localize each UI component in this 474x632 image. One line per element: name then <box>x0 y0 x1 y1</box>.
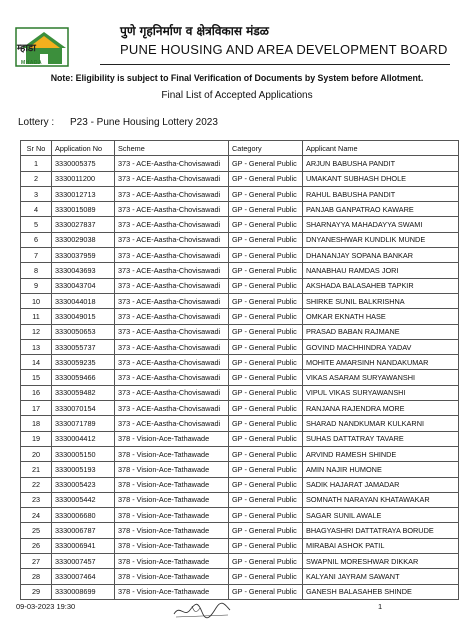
cell-applicant-name: PRASAD BABAN RAJMANE <box>303 324 459 339</box>
cell-application-no: 3330055737 <box>52 339 115 354</box>
table-row <box>21 462 459 477</box>
cell-category: GP - General Public <box>229 446 303 461</box>
footer-datetime: 09-03-2023 19:30 <box>16 602 76 611</box>
cell-applicant-name: SUHAS DATTATRAY TAVARE <box>303 431 459 446</box>
cell-category: GP - General Public <box>229 339 303 354</box>
table-row <box>21 248 459 263</box>
page-number: 1 <box>378 602 383 611</box>
cell-applicant-name: SADIK HAJARAT JAMADAR <box>303 477 459 492</box>
cell-category: GP - General Public <box>229 492 303 507</box>
cell-applicant-name: SAGAR SUNIL AWALE <box>303 508 459 523</box>
cell-scheme: 373 - ACE-Aastha-Chovisawadi <box>115 217 229 232</box>
cell-sr-no: 7 <box>21 248 52 263</box>
table-row <box>21 431 459 446</box>
cell-applicant-name: SWAPNIL MORESHWAR DIKKAR <box>303 554 459 569</box>
cell-category: GP - General Public <box>229 584 303 599</box>
cell-application-no: 3330005375 <box>52 156 115 171</box>
table-row <box>21 324 459 339</box>
cell-application-no: 3330059466 <box>52 370 115 385</box>
cell-sr-no: 15 <box>21 370 52 385</box>
cell-application-no: 3330006787 <box>52 523 115 538</box>
cell-scheme: 378 - Vision-Ace-Tathawade <box>115 508 229 523</box>
cell-applicant-name: UMAKANT SUBHASH DHOLE <box>303 171 459 186</box>
applications-table <box>20 140 459 600</box>
cell-category: GP - General Public <box>229 202 303 217</box>
table-row <box>21 538 459 553</box>
table-row <box>21 554 459 569</box>
cell-application-no: 3330005150 <box>52 446 115 461</box>
cell-applicant-name: GOVIND MACHHINDRA YADAV <box>303 339 459 354</box>
cell-sr-no: 13 <box>21 339 52 354</box>
table-row <box>21 202 459 217</box>
table-row <box>21 492 459 507</box>
cell-scheme: 378 - Vision-Ace-Tathawade <box>115 431 229 446</box>
cell-application-no: 3330043693 <box>52 263 115 278</box>
table-row <box>21 508 459 523</box>
cell-applicant-name: OMKAR EKNATH HASE <box>303 309 459 324</box>
page-subtitle: Final List of Accepted Applications <box>161 90 313 101</box>
table-row <box>21 584 459 599</box>
cell-applicant-name: KALYANI JAYRAM SAWANT <box>303 569 459 584</box>
cell-application-no: 3330005442 <box>52 492 115 507</box>
table-row <box>21 309 459 324</box>
table-row <box>21 401 459 416</box>
cell-sr-no: 20 <box>21 446 52 461</box>
cell-applicant-name: ARVIND RAMESH SHINDE <box>303 446 459 461</box>
cell-scheme: 378 - Vision-Ace-Tathawade <box>115 569 229 584</box>
cell-category: GP - General Public <box>229 508 303 523</box>
cell-scheme: 373 - ACE-Aastha-Chovisawadi <box>115 416 229 431</box>
cell-sr-no: 5 <box>21 217 52 232</box>
cell-scheme: 378 - Vision-Ace-Tathawade <box>115 477 229 492</box>
table-row <box>21 263 459 278</box>
cell-category: GP - General Public <box>229 401 303 416</box>
cell-applicant-name: BHAGYASHRI DATTATRAYA BORUDE <box>303 523 459 538</box>
table-row <box>21 523 459 538</box>
cell-category: GP - General Public <box>229 385 303 400</box>
cell-application-no: 3330049015 <box>52 309 115 324</box>
cell-applicant-name: MIRABAI ASHOK PATIL <box>303 538 459 553</box>
cell-scheme: 378 - Vision-Ace-Tathawade <box>115 492 229 507</box>
cell-applicant-name: PANJAB GANPATRAO KAWARE <box>303 202 459 217</box>
cell-applicant-name: SHARAD NANDKUMAR KULKARNI <box>303 416 459 431</box>
cell-applicant-name: NANABHAU RAMDAS JORI <box>303 263 459 278</box>
cell-scheme: 373 - ACE-Aastha-Chovisawadi <box>115 232 229 247</box>
cell-sr-no: 23 <box>21 492 52 507</box>
cell-application-no: 3330007464 <box>52 569 115 584</box>
logo-subtext: MHADA <box>21 60 43 66</box>
cell-application-no: 3330059235 <box>52 355 115 370</box>
cell-sr-no: 25 <box>21 523 52 538</box>
cell-sr-no: 3 <box>21 186 52 201</box>
table-row <box>21 217 459 232</box>
cell-application-no: 3330027837 <box>52 217 115 232</box>
cell-application-no: 3330037959 <box>52 248 115 263</box>
table-row <box>21 477 459 492</box>
cell-scheme: 378 - Vision-Ace-Tathawade <box>115 462 229 477</box>
lottery-label: Lottery : <box>18 117 55 128</box>
cell-sr-no: 19 <box>21 431 52 446</box>
cell-category: GP - General Public <box>229 156 303 171</box>
column-header-application-no: Application No <box>52 141 115 156</box>
cell-scheme: 373 - ACE-Aastha-Chovisawadi <box>115 202 229 217</box>
cell-applicant-name: SOMNATH NARAYAN KHATAWAKAR <box>303 492 459 507</box>
table-row <box>21 278 459 293</box>
cell-application-no: 3330006680 <box>52 508 115 523</box>
signature-icon <box>170 598 234 622</box>
cell-sr-no: 10 <box>21 293 52 308</box>
cell-category: GP - General Public <box>229 477 303 492</box>
cell-application-no: 3330059482 <box>52 385 115 400</box>
cell-sr-no: 24 <box>21 508 52 523</box>
cell-category: GP - General Public <box>229 416 303 431</box>
cell-applicant-name: SHARNAYYA MAHADAYYA SWAMI <box>303 217 459 232</box>
cell-sr-no: 27 <box>21 554 52 569</box>
cell-category: GP - General Public <box>229 538 303 553</box>
eligibility-note: Note: Eligibility is subject to Final Verification of Documents by System before Allotment. <box>50 73 424 83</box>
cell-scheme: 373 - ACE-Aastha-Chovisawadi <box>115 186 229 201</box>
table-row <box>21 156 459 171</box>
cell-category: GP - General Public <box>229 217 303 232</box>
cell-scheme: 378 - Vision-Ace-Tathawade <box>115 446 229 461</box>
cell-applicant-name: RAHUL BABUSHA PANDIT <box>303 186 459 201</box>
cell-scheme: 373 - ACE-Aastha-Chovisawadi <box>115 263 229 278</box>
cell-application-no: 3330007457 <box>52 554 115 569</box>
cell-scheme: 373 - ACE-Aastha-Chovisawadi <box>115 324 229 339</box>
column-header-sr-no: Sr No <box>21 141 52 156</box>
cell-category: GP - General Public <box>229 324 303 339</box>
table-row <box>21 416 459 431</box>
cell-scheme: 373 - ACE-Aastha-Chovisawadi <box>115 401 229 416</box>
cell-scheme: 373 - ACE-Aastha-Chovisawadi <box>115 248 229 263</box>
cell-sr-no: 29 <box>21 584 52 599</box>
cell-application-no: 3330071789 <box>52 416 115 431</box>
cell-application-no: 3330044018 <box>52 293 115 308</box>
table-row <box>21 569 459 584</box>
cell-category: GP - General Public <box>229 370 303 385</box>
cell-scheme: 373 - ACE-Aastha-Chovisawadi <box>115 309 229 324</box>
cell-scheme: 373 - ACE-Aastha-Chovisawadi <box>115 293 229 308</box>
cell-applicant-name: SHIRKE SUNIL BALKRISHNA <box>303 293 459 308</box>
cell-category: GP - General Public <box>229 186 303 201</box>
cell-application-no: 3330015089 <box>52 202 115 217</box>
cell-applicant-name: MOHITE AMARSINH NANDAKUMAR <box>303 355 459 370</box>
cell-application-no: 3330004412 <box>52 431 115 446</box>
cell-applicant-name: GANESH BALASAHEB SHINDE <box>303 584 459 599</box>
cell-category: GP - General Public <box>229 523 303 538</box>
cell-applicant-name: VIKAS ASARAM SURYAWANSHI <box>303 370 459 385</box>
cell-category: GP - General Public <box>229 355 303 370</box>
table-header-row <box>21 141 459 156</box>
cell-category: GP - General Public <box>229 232 303 247</box>
cell-category: GP - General Public <box>229 171 303 186</box>
cell-sr-no: 17 <box>21 401 52 416</box>
cell-scheme: 378 - Vision-Ace-Tathawade <box>115 538 229 553</box>
cell-sr-no: 1 <box>21 156 52 171</box>
cell-category: GP - General Public <box>229 263 303 278</box>
table-row <box>21 385 459 400</box>
cell-sr-no: 26 <box>21 538 52 553</box>
cell-category: GP - General Public <box>229 309 303 324</box>
cell-application-no: 3330050653 <box>52 324 115 339</box>
cell-sr-no: 2 <box>21 171 52 186</box>
cell-application-no: 3330012713 <box>52 186 115 201</box>
cell-application-no: 3330005423 <box>52 477 115 492</box>
column-header-category: Category <box>229 141 303 156</box>
cell-sr-no: 8 <box>21 263 52 278</box>
column-header-scheme: Scheme <box>115 141 229 156</box>
cell-category: GP - General Public <box>229 554 303 569</box>
cell-sr-no: 28 <box>21 569 52 584</box>
cell-applicant-name: AMIN NAJIR HUMONE <box>303 462 459 477</box>
cell-applicant-name: DNYANESHWAR KUNDLIK MUNDE <box>303 232 459 247</box>
cell-sr-no: 14 <box>21 355 52 370</box>
cell-sr-no: 22 <box>21 477 52 492</box>
cell-category: GP - General Public <box>229 248 303 263</box>
table-row <box>21 232 459 247</box>
cell-sr-no: 9 <box>21 278 52 293</box>
cell-scheme: 373 - ACE-Aastha-Chovisawadi <box>115 156 229 171</box>
cell-scheme: 373 - ACE-Aastha-Chovisawadi <box>115 385 229 400</box>
cell-scheme: 378 - Vision-Ace-Tathawade <box>115 554 229 569</box>
cell-scheme: 373 - ACE-Aastha-Chovisawadi <box>115 370 229 385</box>
cell-applicant-name: DHANANJAY SOPANA BANKAR <box>303 248 459 263</box>
cell-application-no: 3330008699 <box>52 584 115 599</box>
table-row <box>21 186 459 201</box>
board-title-english: PUNE HOUSING AND AREA DEVELOPMENT BOARD <box>120 42 448 57</box>
cell-sr-no: 6 <box>21 232 52 247</box>
cell-category: GP - General Public <box>229 278 303 293</box>
cell-scheme: 378 - Vision-Ace-Tathawade <box>115 523 229 538</box>
cell-scheme: 373 - ACE-Aastha-Chovisawadi <box>115 355 229 370</box>
cell-category: GP - General Public <box>229 293 303 308</box>
logo-text: म्हाडा <box>17 43 36 54</box>
cell-sr-no: 11 <box>21 309 52 324</box>
cell-application-no: 3330043704 <box>52 278 115 293</box>
board-title-marathi: पुणे गृहनिर्माण व क्षेत्रविकास मंडळ <box>120 24 269 38</box>
cell-sr-no: 21 <box>21 462 52 477</box>
cell-application-no: 3330005193 <box>52 462 115 477</box>
column-header-applicant-name: Applicant Name <box>303 141 459 156</box>
cell-scheme: 373 - ACE-Aastha-Chovisawadi <box>115 278 229 293</box>
cell-category: GP - General Public <box>229 569 303 584</box>
cell-application-no: 3330070154 <box>52 401 115 416</box>
cell-application-no: 3330006941 <box>52 538 115 553</box>
table-row <box>21 446 459 461</box>
cell-application-no: 3330011200 <box>52 171 115 186</box>
table-row <box>21 293 459 308</box>
cell-scheme: 373 - ACE-Aastha-Chovisawadi <box>115 339 229 354</box>
cell-applicant-name: AKSHADA BALASAHEB TAPKIR <box>303 278 459 293</box>
cell-sr-no: 4 <box>21 202 52 217</box>
cell-scheme: 373 - ACE-Aastha-Chovisawadi <box>115 171 229 186</box>
header-divider <box>100 64 450 65</box>
cell-application-no: 3330029038 <box>52 232 115 247</box>
cell-applicant-name: ARJUN BABUSHA PANDIT <box>303 156 459 171</box>
table-row <box>21 355 459 370</box>
cell-category: GP - General Public <box>229 462 303 477</box>
table-row <box>21 171 459 186</box>
cell-sr-no: 18 <box>21 416 52 431</box>
lottery-value: P23 - Pune Housing Lottery 2023 <box>70 117 218 128</box>
cell-scheme: 378 - Vision-Ace-Tathawade <box>115 584 229 599</box>
cell-applicant-name: RANJANA RAJENDRA MORE <box>303 401 459 416</box>
table-row <box>21 339 459 354</box>
cell-applicant-name: VIPUL VIKAS SURYAWANSHI <box>303 385 459 400</box>
table-row <box>21 370 459 385</box>
cell-sr-no: 12 <box>21 324 52 339</box>
cell-category: GP - General Public <box>229 431 303 446</box>
cell-sr-no: 16 <box>21 385 52 400</box>
